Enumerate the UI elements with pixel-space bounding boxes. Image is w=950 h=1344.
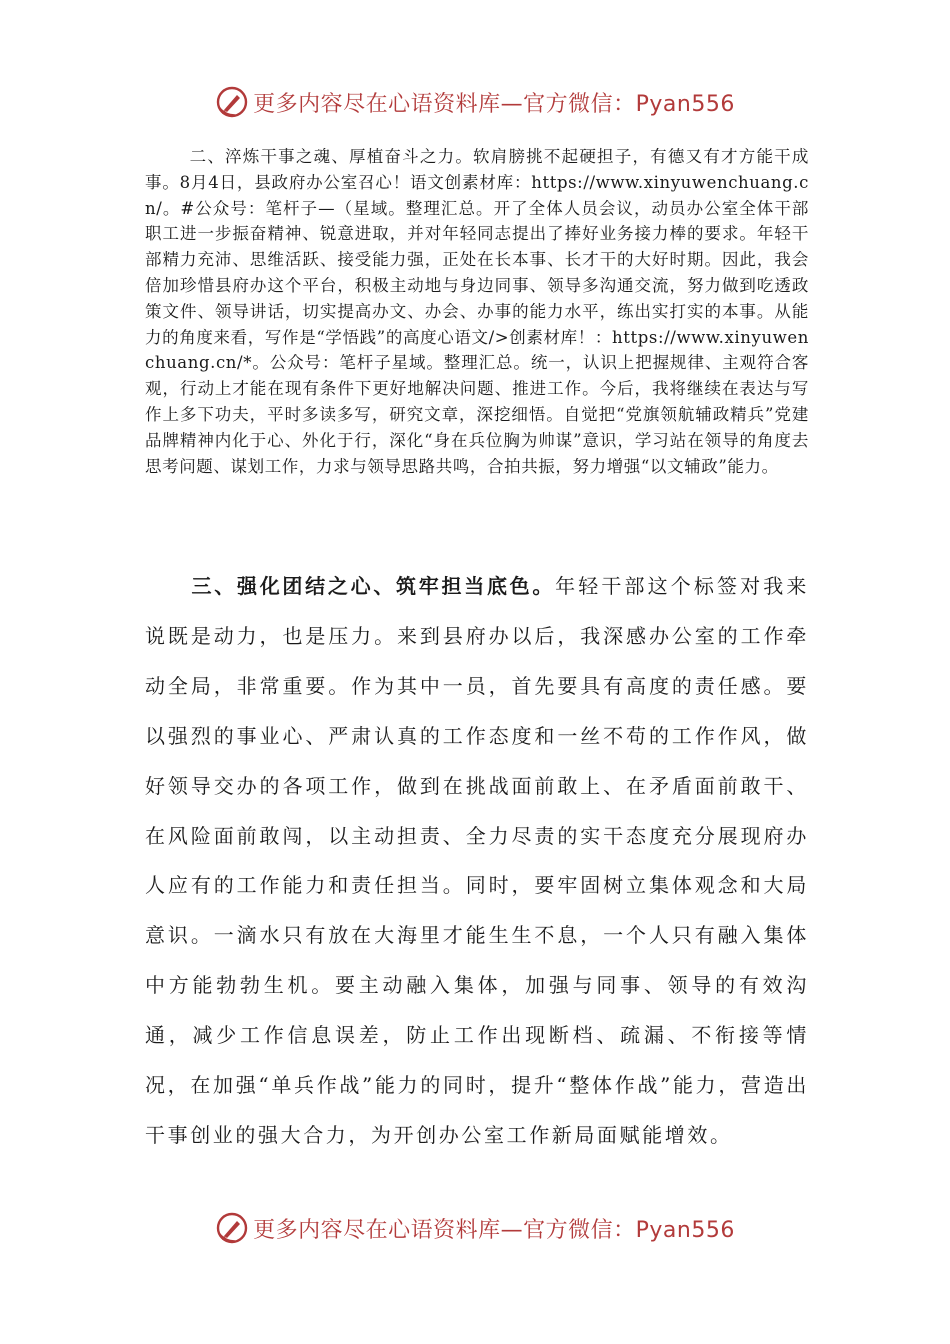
footer-watermark: [0, 1208, 950, 1248]
section-three-paragraph: [145, 562, 809, 1161]
section-two-paragraph: [145, 144, 809, 479]
watermark-text: 更多内容尽在心语资料库—官方微信：Pyan556: [253, 91, 735, 117]
section-three-text: 年轻干部这个标签对我来说既是动力，也是压力。来到县府办以后，我深感办公室的工作牵动全局，非常重要。作为其中一员，首先要具有高度的责任感。要以强烈的事业心、严肃认真的工作态度和一丝不苟的工作作风，做好领导交办的各项工作，做到在挑战面前敢上、在矛盾面前敢干、在风险面前敢闯，以主动担责、全力尽责的实干态度充分展现府办人应有的工作能力和责任担当。同时，要牢固树立集体观念和大局意识。一滴水只有放在大海里才能生生不息，一个人只有融入集体中方能勃勃生机。要主动融入集体，加强与同事、领导的有效沟通，减少工作信息误差，防止工作出现断档、疏漏、不衔接等情况，在加强“单兵作战”能力的同时，提升“整体作战”能力，营造出干事创业的强大合力，为开创办公室工作新局面赋能增效。: [145, 574, 809, 1147]
pen-logo-icon: [215, 1211, 249, 1245]
header-watermark: [0, 82, 950, 122]
watermark-text: 更多内容尽在心语资料库—官方微信：Pyan556: [253, 1217, 735, 1243]
section-three-heading: 三、强化团结之心、筑牢担当底色。: [191, 574, 556, 598]
pen-logo-icon: [215, 85, 249, 119]
section-two-text: 二、淬炼干事之魂、厚植奋斗之力。软肩膀挑不起硬担子，有德又有才方能干成事。8月4日，县政府办公室召心！语文创素材库：https://www.xinyuwenchuang.cn/。#公众号：笔杆子—（星域。整理汇总。开了全体人员会议，动员办公室全体干部职工进一步振奋精神、锐意进取，并对年轻同志提出了捧好业务接力棒的要求。年轻干部精力充沛、思维活跃、接受能力强，正处在长本事、长才干的大好时期。因此，我会倍加珍惜县府办这个平台，积极主动地与身边同事、领导多沟通交流，努力做到吃透政策文件、领导讲话，切实提高办文、办会、办事的能力水平，练出实打实的本事。从能力的角度来看，写作是“学悟践”的高度心语文/>创素材库！：https://www.xinyuwenchuang.cn/*。公众号：笔杆子星域。整理汇总。统一，认识上把握规律、主观符合客观，行动上才能在现有条件下更好地解决问题、推进工作。今后，我将继续在表达与写作上多下功夫，平时多读多写，研究文章，深挖细悟。自觉把“党旗领航辅政精兵”党建品牌精神内化于心、外化于行，深化“身在兵位胸为帅谋”意识，学习站在领导的角度去思考问题、谋划工作，力求与领导思路共鸣，合拍共振，努力增强“以文辅政”能力。: [145, 147, 809, 476]
